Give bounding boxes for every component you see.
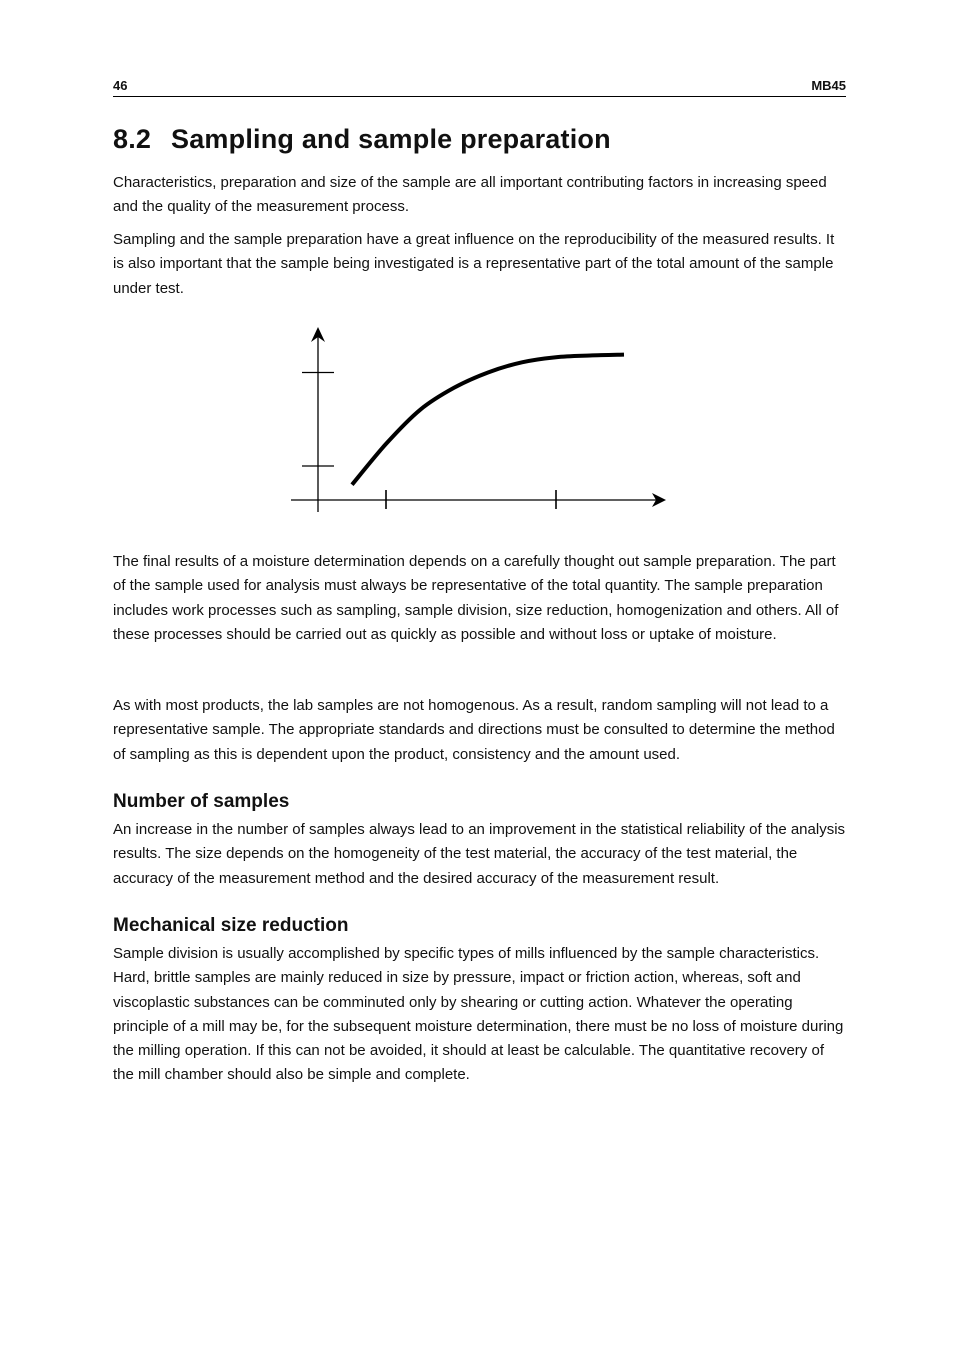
moisture-curve-figure [283,318,703,518]
document-id: MB45 [811,78,846,93]
page-number: 46 [113,78,128,93]
heading-mechanical-size-reduction: Mechanical size reduction [113,915,349,936]
paragraph-number-of-samples: An increase in the number of samples always lead to an improvement in the statistical reliability of the analysis results. The size depends on the homogeneity of the test material, the accuracy of the test material, the accuracy of the measurement method and the desired accuracy of the measurement result. [113,821,846,887]
paragraph-lab-samples: As with most products, the lab samples are not homogenous. As a result, random sampling will not lead to a representative sample. The appropriate standards and directions must be consulted to determine the method of sampling as this is dependent upon the product, consistency and the amount used. [113,697,835,763]
section-title-text: Sampling and sample preparation [171,124,611,154]
section-number: 8.2 [113,124,152,154]
section-title [113,124,611,155]
paragraph-characteristics: Characteristics, preparation and size of the sample are all important contributing factors in increasing speed and the quality of the measurement process. [113,174,827,216]
paragraph-sampling-influence: Sampling and the sample preparation have a great influence on the reproducibility of the measured results. It is also important that the sample being investigated is a representative part of the total amount of the sample under test. [113,231,835,297]
heading-number-of-samples: Number of samples [113,791,290,812]
paragraph-mechanical-size-reduction: Sample division is usually accomplished by specific types of mills influenced by the sample characteristics. Hard, brittle samples are mainly reduced in size by pressure, impact or friction action, whereas, soft and viscoplastic substances can be comminuted only by shearing or cutting action. Whatever the operating principle of a mill may be, for the subsequent moisture determination, there must be no loss of moisture during the milling operation. If this can not be avoided, it should at least be calculable. The quantitative recovery of the mill chamber should also be simple and complete. [113,945,844,1084]
paragraph-final-results: The final results of a moisture determination depends on a carefully thought out sample preparation. The part of the sample used for analysis must always be representative of the total quantity. The sample preparation includes work processes such as sampling, sample division, size reduction, homogenization and others. All of these processes should be carried out as quickly as possible and without loss or uptake of moisture. [113,553,839,643]
moisture-curve-chart [283,318,703,518]
series-line [352,355,624,485]
page-header [113,76,846,97]
